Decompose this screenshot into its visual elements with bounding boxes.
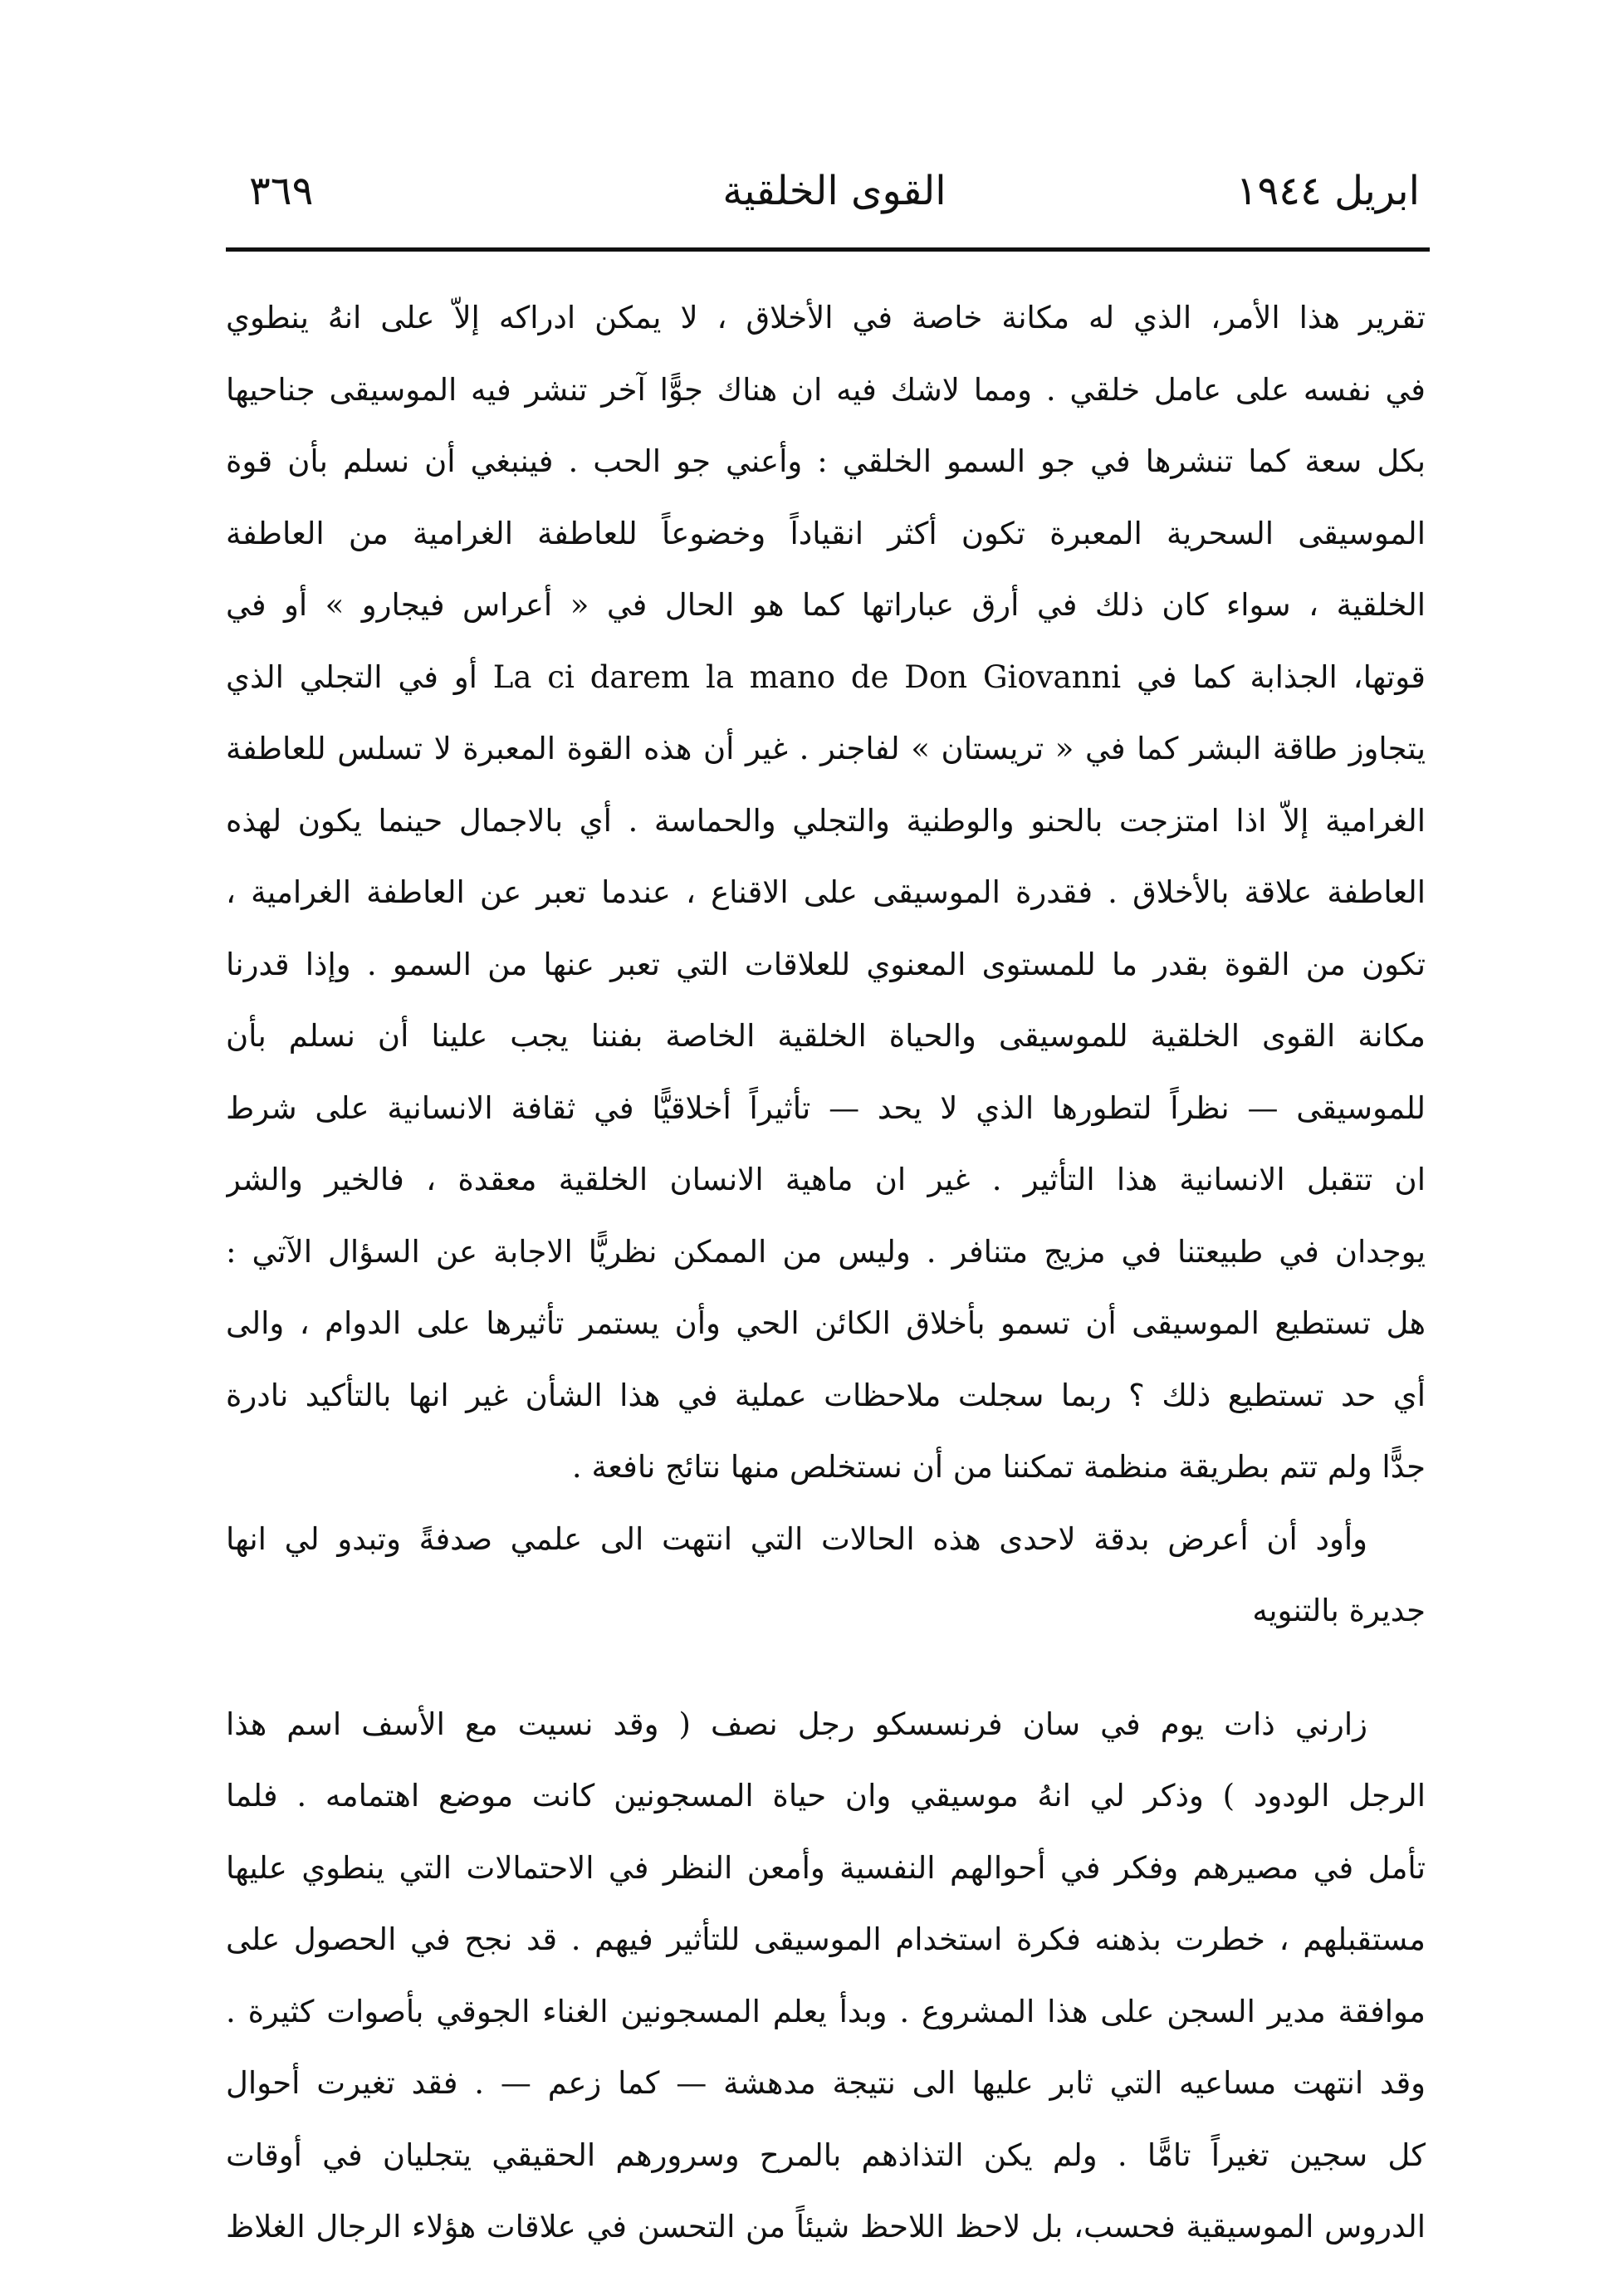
text-line: الدروس الموسيقية فحسب، بل لاحظ اللاحظ شيئاً من التحسن في علاقات هؤلاء الرجال الغلاظ <box>226 2209 1426 2244</box>
text-line: زارني ذات يوم في سان فرنسسكو رجل نصف ( وقد نسيت مع الأسف اسم هذا <box>226 1706 1367 1742</box>
paragraph-2 <box>226 1504 1426 1647</box>
page-number: ٣٦٩ <box>249 168 314 214</box>
text-line: تكون من القوة بقدر ما للمستوى المعنوي للعلاقات التي تعبر عنها من السمو . وإذا قدرنا <box>226 946 1426 982</box>
text-line: مستقبلهم ، خطرت بذهنه فكرة استخدام الموسيقى للتأثير فيهم . قد نجح في الحصول على <box>226 1921 1426 1957</box>
header-date: ابريل ١٩٤٤ <box>1235 168 1420 214</box>
text-line: الرجل الودود ) وذكر لي انهُ موسيقي وان حياة المسجونين كانت موضع اهتمامه . فلما <box>226 1778 1426 1814</box>
running-header <box>249 158 1420 224</box>
paragraph-3 <box>226 1689 1426 2264</box>
text-line: للموسيقى — نظراً لتطورها الذي لا يحد — تأثيراً أخلاقيًّا في ثقافة الانسانية على شرط <box>226 1089 1426 1126</box>
text-line: الموسيقى السحرية المعبرة تكون أكثر انقياداً وخضوعاً للعاطفة الغرامية من العاطفة <box>226 515 1426 551</box>
text-line: يتجاوز طاقة البشر كما في « تريستان » لفاجنر . غير أن هذه القوة المعبرة لا تسلس للعاطفة <box>226 731 1426 766</box>
text-line: كل سجين تغيراً تامًّا . ولم يكن التذاذهم بالمرح وسرورهم الحقيقي يتجليان في أوقات <box>226 2137 1426 2173</box>
text-line: في نفسه على عامل خلقي . ومما لاشك فيه ان هناك جوًّا آخر تنشر فيه الموسيقى جناحيها <box>226 371 1426 408</box>
text-line: وأود أن أعرض بدقة لاحدى هذه الحالات التي انتهت الى علمي صدفةً وتبدو لي انها <box>226 1520 1367 1557</box>
text-line: يوجدان في طبيعتنا في مزيج متنافر . وليس من الممكن نظريًّا الاجابة عن السؤال الآتي : <box>226 1233 1426 1270</box>
body-text <box>226 282 1426 2264</box>
text-line: هل تستطيع الموسيقى أن تسمو بأخلاق الكائن الحي وأن يستمر تأثيرها على الدوام ، والى <box>226 1305 1426 1341</box>
text-line: تأمل في مصيرهم وفكر في أحوالهم النفسية وأمعن النظر في الاحتمالات التي ينطوي عليها <box>226 1849 1426 1886</box>
paragraph-1 <box>226 282 1426 1504</box>
text-line: العاطفة علاقة بالأخلاق . فقدرة الموسيقى على الاقناع ، عندما تعبر عن العاطفة الغرامية ، <box>226 874 1426 910</box>
text-line: موافقة مدير السجن على هذا المشروع . وبدأ يعلم المسجونين الغناء الجوقي بأصوات كثيرة . <box>226 1993 1426 2029</box>
header-title: القوى الخلقية <box>722 168 947 214</box>
text-line: بكل سعة كما تنشرها في جو السمو الخلقي : وأعني جو الحب . فينبغي أن نسلم بأن قوة <box>226 443 1426 479</box>
text-line: وقد انتهت مساعيه التي ثابر عليها الى نتيجة مدهشة — كما زعم — . فقد تغيرت أحوال <box>226 2065 1426 2101</box>
text-line: مكانة القوى الخلقية للموسيقى والحياة الخلقية الخاصة بفننا يجب علينا أن نسلم بأن <box>226 1018 1426 1054</box>
text-line: أي حد تستطيع ذلك ؟ ربما سجلت ملاحظات عملية في هذا الشأن غير انها بالتأكيد نادرة <box>226 1377 1426 1413</box>
text-line: الغرامية إلاّ اذا امتزجت بالحنو والوطنية والتجلي والحماسة . أي بالاجمال حينما يكون لهذه <box>226 802 1426 839</box>
text-line: جديرة بالتنويه <box>1252 1593 1426 1628</box>
paragraph-gap <box>226 1647 1426 1689</box>
text-line: تقرير هذا الأمر، الذي له مكانة خاصة في الأخلاق ، لا يمكن ادراكه إلاّ على انهُ ينطوي <box>226 300 1426 335</box>
text-line: الخلقية ، سواء كان ذلك في أرق عباراتها كما هو الحال في « أعراس فيجارو » أو في <box>226 587 1426 623</box>
text-line: قوتها، الجذابة كما في La ci darem la mano de Don Giovanni أو في التجلي الذي <box>226 658 1426 695</box>
header-rule <box>226 247 1430 252</box>
text-line: ان تتقبل الانسانية هذا التأثير . غير ان ماهية الانسان الخلقية معقدة ، فالخير والشر <box>226 1162 1426 1197</box>
text-line: جدًّا ولم تتم بطريقة منظمة تمكننا من أن نستخلص منها نتائج نافعة . <box>571 1449 1426 1485</box>
